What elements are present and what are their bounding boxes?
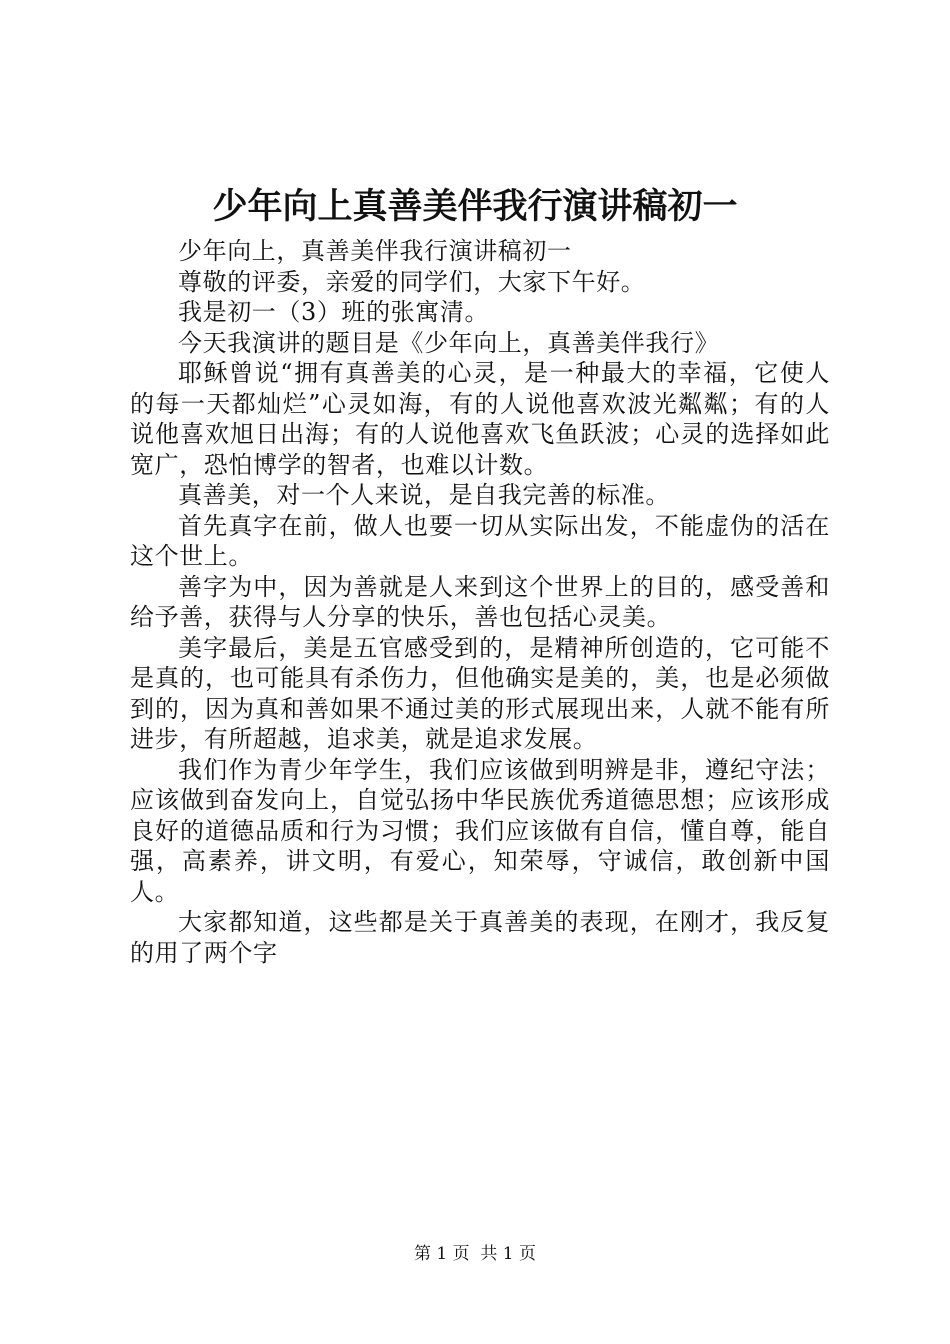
- paragraph-6: 真善美，对一个人来说，是自我完善的标准。: [178, 481, 670, 509]
- document-title: 少年向上真善美伴我行演讲稿初一: [212, 186, 738, 227]
- paragraph-8: 善字为中，因为善就是人来到这个世界上的目的，感受善和给予善，获得与人分享的快乐，善也包括心灵美。: [130, 572, 830, 631]
- page-number-label: 第 1 页 共 1 页: [413, 1244, 537, 1264]
- paragraph-4: 今天我演讲的题目是《少年向上，真善美伴我行》: [178, 328, 720, 357]
- document-body: [130, 236, 830, 968]
- paragraph-11: 大家都知道，这些都是关于真善美的表现，在刚才，我反复的用了两个字: [130, 908, 830, 967]
- paragraph-3: 我是初一（3）班的张寓清。: [178, 298, 490, 326]
- paragraph-7: 首先真字在前，做人也要一切从实际出发，不能虚伪的活在这个世上。: [130, 511, 830, 570]
- page-footer: [0, 1243, 950, 1265]
- paragraph-10: 我们作为青少年学生，我们应该做到明辨是非，遵纪守法；应该做到奋发向上，自觉弘扬中华民族优秀道德思想；应该形成良好的道德品质和行为习惯；我们应该做有自信，懂自尊，能自强，高素养，讲文明，有爱心，知荣辱，守诚信，敢创新中国人。: [130, 755, 830, 906]
- paragraph-1: 少年向上，真善美伴我行演讲稿初一: [178, 237, 572, 265]
- paragraph-5: 耶稣曾说“拥有真善美的心灵，是一种最大的幸福，它使人的每一天都灿烂”心灵如海，有的人说他喜欢波光粼粼；有的人说他喜欢旭日出海；有的人说他喜欢飞鱼跃波；心灵的选择如此宽广，恐怕博学的智者，也难以计数。: [130, 359, 830, 479]
- paragraph-2: 尊敬的评委，亲爱的同学们，大家下午好。: [178, 267, 646, 296]
- paragraph-9: 美字最后，美是五官感受到的，是精神所创造的，它可能不是真的，也可能具有杀伤力，但他确实是美的，美，也是必须做到的，因为真和善如果不通过美的形式展现出来，人就不能有所进步，有所超越，追求美，就是追求发展。: [130, 633, 830, 753]
